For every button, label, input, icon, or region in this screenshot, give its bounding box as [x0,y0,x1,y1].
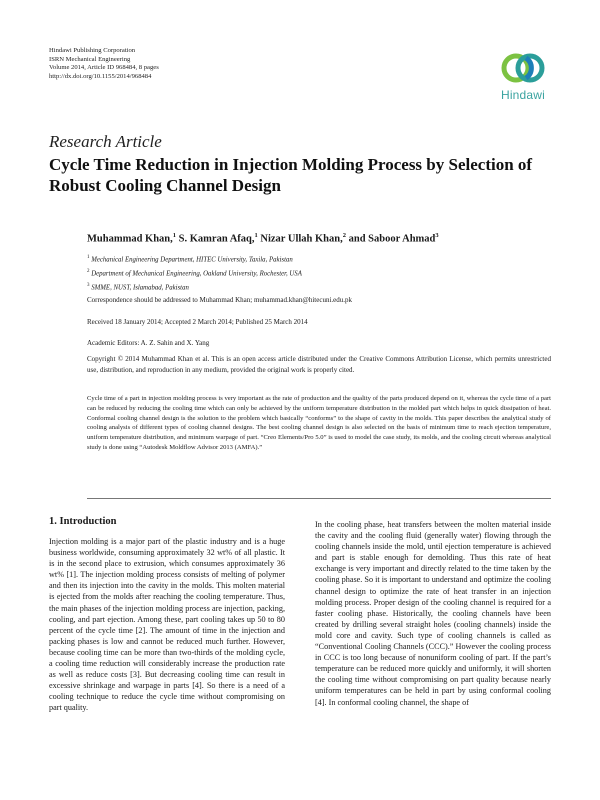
author-affil-sup: 3 [435,232,439,239]
paper-title: Cycle Time Reduction in Injection Molding Process by Selection of Robust Cooling Channel Design [49,155,533,195]
affiliation [87,266,302,280]
copyright-notice: Copyright © 2014 Muhammad Khan et al. This is an open access article distributed under the Creative Commons Attribution License, which permits unrestricted use, distribution, and reproduction in any medium, provided the original work is properly cited. [87,355,551,374]
abstract-text: Cycle time of a part in injection molding process is very important as the rate of production and the quality of the parts produced depend on it, whereas the cycle time of a part can be reduced by reducing the cooling time which can only be achieved by the uniform temperature distribution in the molded part which helps in quick dissipation of heat. Conformal cooling channel design is the solution to the problem which basically “conforms” to the shape of cavity in the molds. This paper describes the analytical study of cooling analysis of different types of cooling channel designs. The best cooling channel design is also selected on the basis of minimum time to reach ejection temperature, uniform temperature distribution, and minimum warpage of part. “Creo Elements/Pro 5.0” is used to model the case study, its molds, and the cooling circuit whereas analytical study is done using “Autodesk Moldflow Advisor 2013 (AMFA).” [87,395,551,451]
affiliation [87,252,302,266]
correspondence-line: Correspondence should be addressed to Muhammad Khan; muhammad.khan@hitecuni.edu.pk [87,296,352,304]
author-name: and Saboor Ahmad [348,233,436,245]
affiliation-list [87,252,302,294]
author-affil-sup: 1 [172,232,177,239]
hindawi-rings-icon [499,48,547,88]
publisher-name: Hindawi Publishing Corporation [49,47,136,54]
affiliation-sup: 3 [87,282,90,288]
journal-meta [49,47,159,81]
affiliation-text: Department of Mechanical Engineering, Oakland University, Rochester, USA [91,270,302,278]
section-heading: 1. Introduction [49,516,117,527]
hindawi-logo [493,48,553,108]
affiliation-sup: 2 [87,268,90,274]
doi-link[interactable]: http://dx.doi.org/10.1155/2014/968484 [49,72,152,80]
journal-name: ISRN Mechanical Engineering [49,55,131,63]
article-type: Research Article [49,132,162,151]
author-name: Nizar Ullah Khan, [260,233,343,245]
affiliation-text: SMME, NUST, Islamabad, Pakistan [91,283,189,291]
volume-info: Volume 2014, Article ID 968484, 8 pages [49,64,159,72]
author-affil-sup: 2 [342,232,346,239]
academic-editors: Academic Editors: A. Z. Sahin and X. Yang [87,339,210,347]
affiliation-text: Mechanical Engineering Department, HITEC University, Taxila, Pakistan [91,256,293,264]
publication-dates: Received 18 January 2014; Accepted 2 March 2014; Published 25 March 2014 [87,318,308,326]
affiliation-sup: 1 [87,255,90,260]
author-affil-sup: 1 [254,232,258,239]
body-column-right: In the cooling phase, heat transfers between the molten material inside the cavity and the cooling fluid (generally water) flowing through the cooling channels inside the mold, until ejection temperature is achieved and part is stable enough for demolding. Thus this rate of heat exchange is very important and directly related to the time taken by the cooling phase. So it is important to understand and optimize the cooling channel design to optimize the rate of heat transfer in an injection molding process. Proper design of the cooling channel is required for a faster cooling phase. Historically, the cooling channels have been created by drilling several straight holes (cooling channels) inside the mold core and cavity. Such type of cooling channels is called as “Conventional Cooling Channels (CCC).” However the cooling process in CCC is too long because of nonuniform cooling of part. If the part’s temperature can be reduced more quickly and uniformly, it will shorten the cooling time without compromising on part quality because nearly uniform temperatures can be held in part by using conformal cooling [4]. In conformal cooling channel, the shape of [315,520,551,707]
logo-wordmark: Hindawi [500,88,546,102]
author-name: Muhammad Khan, [87,233,173,245]
section-divider [87,498,551,499]
author-list [87,232,439,245]
affiliation [87,280,302,294]
author-name: S. Kamran Afaq, [178,233,255,245]
body-column-left: Injection molding is a major part of the plastic industry and is a huge business worldwide, consuming approximately 32 wt% of all plastic. It is in the second place to extrusion, which consumes approximately 36 wt% [1]. The injection molding process consists of melting of polymer and then its injection into the cavity in the molds. This molten material is ejected from the molds after reaching the cooling temperature. Thus, the main phases of the injection molding process are injection, packing, cooling, and part ejection. Among these, part cooling takes up 50 to 80 percent of the cycle time [2]. The amount of time in the injection and packing phases is low and cannot be reduced much further. However, because cooling time can be more than two-thirds of the molding cycle, a cooling time reduction will considerably increase the production rate as well as reduce costs [3]. But decreasing cooling time can result in excessive shrinkage and warpage in parts [4]. So there is a need of a cooling technique to reduce the cycle time without compromising on part quality. [49,537,285,713]
